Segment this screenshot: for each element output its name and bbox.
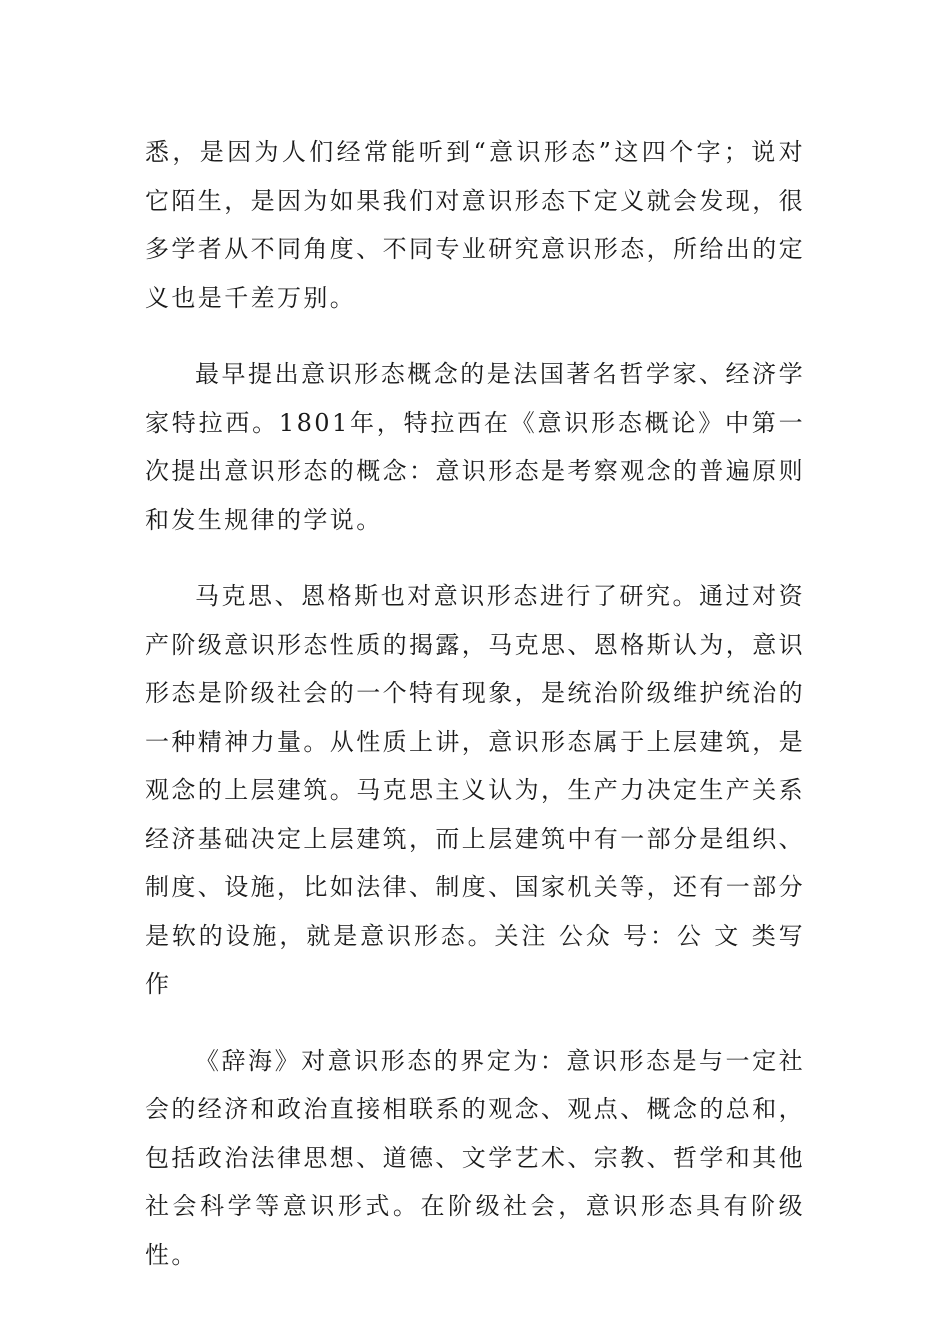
document-body [145,128,805,1307]
paragraph-2: 最早提出意识形态概念的是法国著名哲学家、经济学家特拉西。1801年，特拉西在《意识形态概论》中第一次提出意识形态的概念：意识形态是考察观念的普遍原则和发生规律的学说。 [145,360,805,534]
paragraph-4: 《辞海》对意识形态的界定为：意识形态是与一定社会的经济和政治直接相联系的观念、观点、概念的总和，包括政治法律思想、道德、文学艺术、宗教、哲学和其他社会科学等意识形式。在阶级社会，意识形态具有阶级性。 [145,1046,805,1269]
paragraph-1: 悉，是因为人们经常能听到“意识形态”这四个字；说对它陌生，是因为如果我们对意识形态下定义就会发现，很多学者从不同角度、不同专业研究意识形态，所给出的定义也是千差万别。 [145,138,805,312]
paragraph-3: 马克思、恩格斯也对意识形态进行了研究。通过对资产阶级意识形态性质的揭露，马克思、恩格斯认为，意识形态是阶级社会的一个特有现象，是统治阶级维护统治的一种精神力量。从性质上讲，意识形态属于上层建筑，是观念的上层建筑。马克思主义认为，生产力决定生产关系经济基础决定上层建筑，而上层建筑中有一部分是组织、制度、设施，比如法律、制度、国家机关等，还有一部分是软的设施，就是意识形态。关注 公众 号：公 文 类写作 [145,582,805,998]
